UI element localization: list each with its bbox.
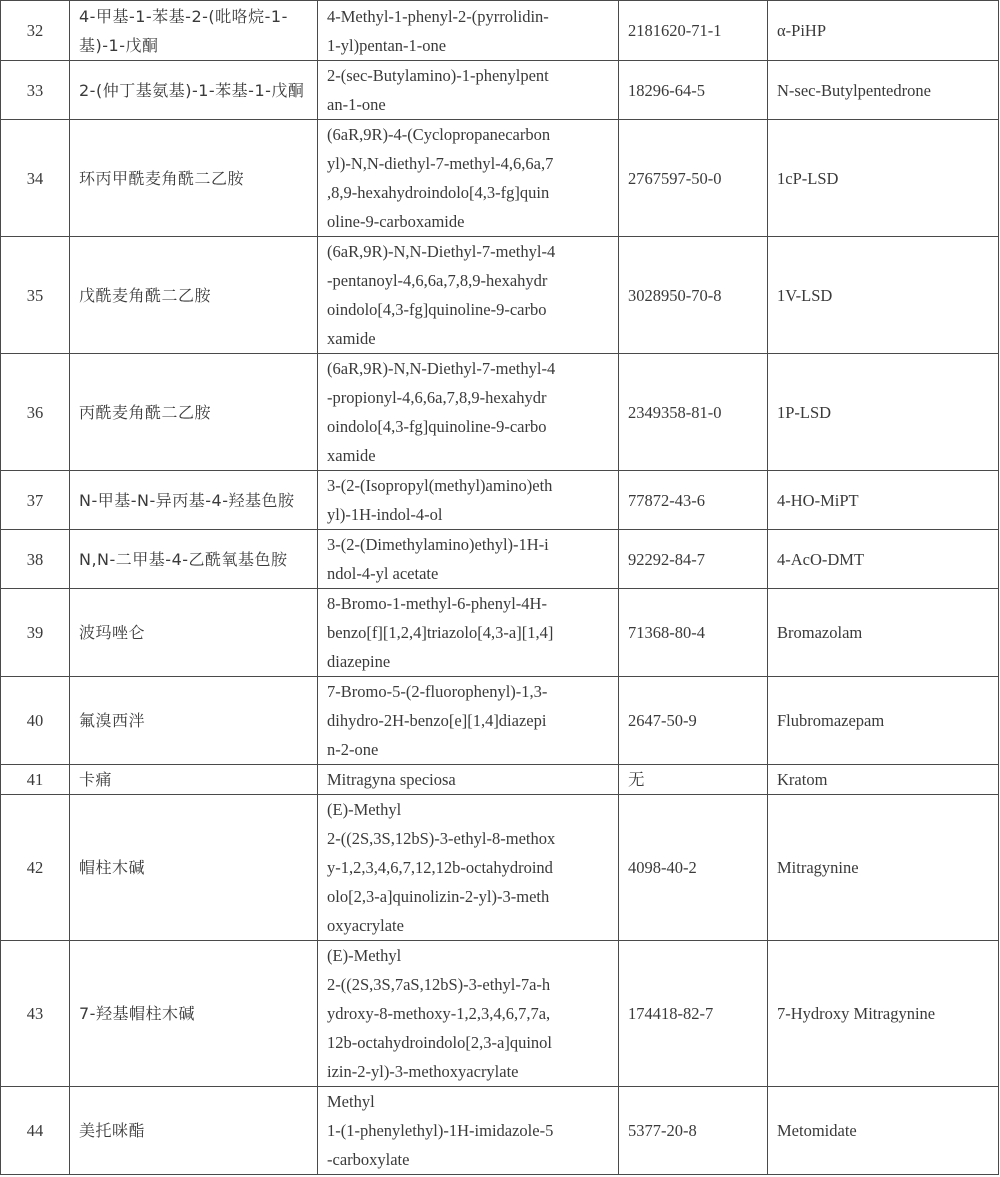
chinese-name-cell: 环丙甲酰麦角酰二乙胺 [70, 120, 318, 237]
table-row [1, 941, 999, 1087]
serial-number-cell: 32 [1, 1, 70, 61]
cas-number-cell: 18296-64-5 [619, 61, 768, 120]
table-row [1, 1, 999, 61]
serial-number-cell: 39 [1, 589, 70, 677]
table-row [1, 677, 999, 765]
cas-number-cell: 2767597-50-0 [619, 120, 768, 237]
cas-number-cell: 无 [619, 765, 768, 795]
chemical-name-cell: Methyl 1-(1-phenylethyl)-1H-imidazole-5 -carboxylate [318, 1087, 619, 1175]
table-row [1, 471, 999, 530]
cas-number-cell: 174418-82-7 [619, 941, 768, 1087]
chemical-name-cell: 3-(2-(Isopropyl(methyl)amino)eth yl)-1H-indol-4-ol [318, 471, 619, 530]
serial-number-cell: 35 [1, 237, 70, 354]
chemical-name-cell: (E)-Methyl 2-((2S,3S,7aS,12bS)-3-ethyl-7a-h ydroxy-8-methoxy-1,2,3,4,6,7,7a, 12b-octahydroindolo[2,3-a]quinol izin-2-yl)-3-methoxyacrylate [318, 941, 619, 1087]
chinese-name-cell: 2-(仲丁基氨基)-1-苯基-1-戊酮 [70, 61, 318, 120]
cas-number-cell: 2647-50-9 [619, 677, 768, 765]
chemical-name-cell: 7-Bromo-5-(2-fluorophenyl)-1,3- dihydro-2H-benzo[e][1,4]diazepi n-2-one [318, 677, 619, 765]
table-body [1, 1, 999, 1175]
alias-cell: 4-HO-MiPT [768, 471, 999, 530]
serial-number-cell: 41 [1, 765, 70, 795]
chinese-name-cell: 波玛唑仑 [70, 589, 318, 677]
cas-number-cell: 5377-20-8 [619, 1087, 768, 1175]
chemical-name-cell: 8-Bromo-1-methyl-6-phenyl-4H- benzo[f][1,2,4]triazolo[4,3-a][1,4] diazepine [318, 589, 619, 677]
cas-number-cell: 71368-80-4 [619, 589, 768, 677]
table-row [1, 237, 999, 354]
alias-cell: α-PiHP [768, 1, 999, 61]
alias-cell: 4-AcO-DMT [768, 530, 999, 589]
chemical-name-cell: 4-Methyl-1-phenyl-2-(pyrrolidin- 1-yl)pentan-1-one [318, 1, 619, 61]
table-row [1, 589, 999, 677]
serial-number-cell: 44 [1, 1087, 70, 1175]
chinese-name-cell: 氟溴西泮 [70, 677, 318, 765]
serial-number-cell: 40 [1, 677, 70, 765]
cas-number-cell: 2181620-71-1 [619, 1, 768, 61]
chinese-name-cell: 美托咪酯 [70, 1087, 318, 1175]
alias-cell: 1cP-LSD [768, 120, 999, 237]
chemical-name-cell: (E)-Methyl 2-((2S,3S,12bS)-3-ethyl-8-methox y-1,2,3,4,6,7,12,12b-octahydroind olo[2,3-a]quinolizin-2-yl)-3-meth oxyacrylate [318, 795, 619, 941]
table-row [1, 795, 999, 941]
chemical-name-cell: Mitragyna speciosa [318, 765, 619, 795]
chinese-name-cell: 帽柱木碱 [70, 795, 318, 941]
chemical-name-cell: (6aR,9R)-4-(Cyclopropanecarbon yl)-N,N-diethyl-7-methyl-4,6,6a,7 ,8,9-hexahydroindolo[4,3-fg]quin oline-9-carboxamide [318, 120, 619, 237]
chemical-name-cell: 2-(sec-Butylamino)-1-phenylpent an-1-one [318, 61, 619, 120]
chinese-name-cell: 丙酰麦角酰二乙胺 [70, 354, 318, 471]
serial-number-cell: 38 [1, 530, 70, 589]
serial-number-cell: 33 [1, 61, 70, 120]
alias-cell: Bromazolam [768, 589, 999, 677]
table-row [1, 530, 999, 589]
chinese-name-cell: 卡痛 [70, 765, 318, 795]
chinese-name-cell: 4-甲基-1-苯基-2-(吡咯烷-1-基)-1-戊酮 [70, 1, 318, 61]
alias-cell: 1V-LSD [768, 237, 999, 354]
serial-number-cell: 34 [1, 120, 70, 237]
chinese-name-cell: 戊酰麦角酰二乙胺 [70, 237, 318, 354]
chinese-name-cell: N-甲基-N-异丙基-4-羟基色胺 [70, 471, 318, 530]
alias-cell: 7-Hydroxy Mitragynine [768, 941, 999, 1087]
chemical-name-cell: (6aR,9R)-N,N-Diethyl-7-methyl-4 -propionyl-4,6,6a,7,8,9-hexahydr oindolo[4,3-fg]quinoline-9-carbo xamide [318, 354, 619, 471]
alias-cell: N-sec-Butylpentedrone [768, 61, 999, 120]
serial-number-cell: 43 [1, 941, 70, 1087]
cas-number-cell: 92292-84-7 [619, 530, 768, 589]
serial-number-cell: 37 [1, 471, 70, 530]
alias-cell: 1P-LSD [768, 354, 999, 471]
alias-cell: Flubromazepam [768, 677, 999, 765]
cas-number-cell: 77872-43-6 [619, 471, 768, 530]
table-row [1, 61, 999, 120]
chemical-name-cell: (6aR,9R)-N,N-Diethyl-7-methyl-4 -pentanoyl-4,6,6a,7,8,9-hexahydr oindolo[4,3-fg]quinoline-9-carbo xamide [318, 237, 619, 354]
table-row [1, 1087, 999, 1175]
serial-number-cell: 36 [1, 354, 70, 471]
table-row [1, 120, 999, 237]
alias-cell: Kratom [768, 765, 999, 795]
chinese-name-cell: 7-羟基帽柱木碱 [70, 941, 318, 1087]
chinese-name-cell: N,N-二甲基-4-乙酰氧基色胺 [70, 530, 318, 589]
chemical-name-cell: 3-(2-(Dimethylamino)ethyl)-1H-i ndol-4-yl acetate [318, 530, 619, 589]
alias-cell: Metomidate [768, 1087, 999, 1175]
cas-number-cell: 4098-40-2 [619, 795, 768, 941]
table-row [1, 354, 999, 471]
cas-number-cell: 2349358-81-0 [619, 354, 768, 471]
table-row [1, 765, 999, 795]
cas-number-cell: 3028950-70-8 [619, 237, 768, 354]
serial-number-cell: 42 [1, 795, 70, 941]
alias-cell: Mitragynine [768, 795, 999, 941]
